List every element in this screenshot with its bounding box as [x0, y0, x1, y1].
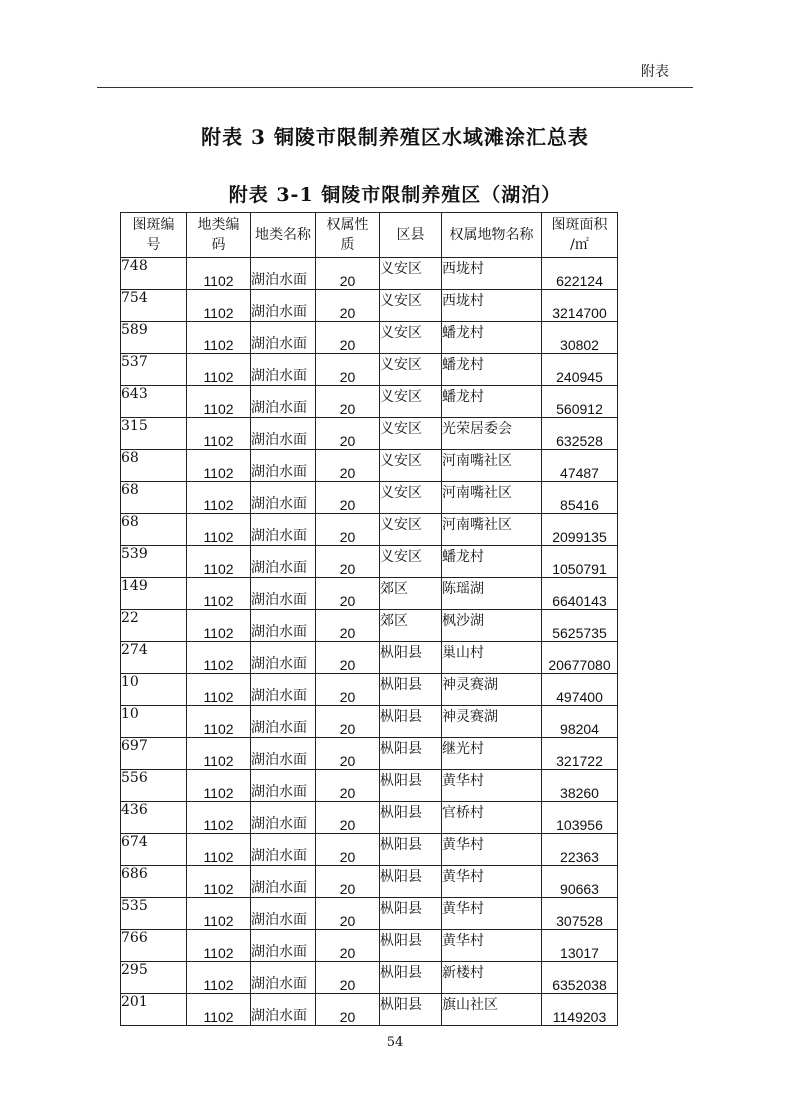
owner-name-cell: 巢山村 — [442, 642, 542, 674]
land-code-cell: 1102 — [187, 546, 251, 578]
patch-id-cell: 10 — [121, 706, 187, 738]
land-type-cell: 湖泊水面 — [251, 610, 316, 642]
land-type-cell: 湖泊水面 — [251, 578, 316, 610]
land-type-cell: 湖泊水面 — [251, 706, 316, 738]
ownership-cell: 20 — [316, 738, 380, 770]
owner-name-cell: 黄华村 — [442, 866, 542, 898]
district-cell: 郊区 — [380, 578, 442, 610]
land-code-cell: 1102 — [187, 738, 251, 770]
land-type-cell: 湖泊水面 — [251, 770, 316, 802]
district-cell: 枞阳县 — [380, 802, 442, 834]
owner-name-cell: 陈瑶湖 — [442, 578, 542, 610]
area-cell: 2099135 — [542, 514, 618, 546]
ownership-cell: 20 — [316, 610, 380, 642]
owner-name-cell: 官桥村 — [442, 802, 542, 834]
ownership-cell: 20 — [316, 802, 380, 834]
table-row — [121, 866, 618, 898]
land-type-cell: 湖泊水面 — [251, 802, 316, 834]
column-header-line1: 图斑面积 — [551, 217, 608, 233]
patch-id-cell: 315 — [121, 418, 187, 450]
ownership-cell: 20 — [316, 834, 380, 866]
owner-name-cell: 黄华村 — [442, 898, 542, 930]
table-row — [121, 354, 618, 386]
area-cell: 6640143 — [542, 578, 618, 610]
table-row — [121, 418, 618, 450]
ownership-cell: 20 — [316, 258, 380, 290]
appendix-label: 附表 — [641, 64, 669, 80]
table-row — [121, 738, 618, 770]
owner-name-cell: 西垅村 — [442, 290, 542, 322]
column-header-line1: 地类编 — [197, 217, 240, 233]
column-header — [380, 213, 442, 258]
owner-name-cell: 蟠龙村 — [442, 386, 542, 418]
land-code-cell: 1102 — [187, 482, 251, 514]
land-type-cell: 湖泊水面 — [251, 898, 316, 930]
land-type-cell: 湖泊水面 — [251, 962, 316, 994]
patch-id-cell: 697 — [121, 738, 187, 770]
ownership-cell: 20 — [316, 642, 380, 674]
land-code-cell: 1102 — [187, 898, 251, 930]
column-header-line2: 码 — [211, 237, 226, 253]
owner-name-cell: 新楼村 — [442, 962, 542, 994]
land-type-cell: 湖泊水面 — [251, 514, 316, 546]
area-cell: 30802 — [542, 322, 618, 354]
district-cell: 枞阳县 — [380, 770, 442, 802]
land-type-cell: 湖泊水面 — [251, 674, 316, 706]
land-code-cell: 1102 — [187, 642, 251, 674]
patch-id-cell: 535 — [121, 898, 187, 930]
land-code-cell: 1102 — [187, 994, 251, 1026]
column-header — [121, 213, 187, 258]
lake-zone-table — [120, 212, 618, 1026]
area-cell: 13017 — [542, 930, 618, 962]
owner-name-cell: 黄华村 — [442, 834, 542, 866]
district-cell: 义安区 — [380, 418, 442, 450]
owner-name-cell: 黄华村 — [442, 930, 542, 962]
owner-name-cell: 旗山社区 — [442, 994, 542, 1026]
owner-name-cell: 神灵赛湖 — [442, 706, 542, 738]
column-header-line1: 权属地物名称 — [449, 227, 534, 243]
land-code-cell: 1102 — [187, 290, 251, 322]
ownership-cell: 20 — [316, 482, 380, 514]
district-cell: 义安区 — [380, 354, 442, 386]
patch-id-cell: 10 — [121, 674, 187, 706]
land-type-cell: 湖泊水面 — [251, 450, 316, 482]
district-cell: 枞阳县 — [380, 962, 442, 994]
district-cell: 枞阳县 — [380, 674, 442, 706]
area-cell: 85416 — [542, 482, 618, 514]
table-row — [121, 386, 618, 418]
district-cell: 义安区 — [380, 514, 442, 546]
owner-name-cell: 继光村 — [442, 738, 542, 770]
patch-id-cell: 274 — [121, 642, 187, 674]
owner-name-cell: 蟠龙村 — [442, 354, 542, 386]
land-code-cell: 1102 — [187, 962, 251, 994]
main-title: 附表 3 铜陵市限制养殖区水域滩涂汇总表 — [201, 125, 589, 149]
area-cell: 6352038 — [542, 962, 618, 994]
area-cell: 90663 — [542, 866, 618, 898]
column-header — [316, 213, 380, 258]
owner-name-cell: 河南嘴社区 — [442, 450, 542, 482]
sub-title: 附表 3-1 铜陵市限制养殖区（湖泊） — [228, 184, 562, 206]
ownership-cell: 20 — [316, 674, 380, 706]
ownership-cell: 20 — [316, 450, 380, 482]
ownership-cell: 20 — [316, 546, 380, 578]
area-cell: 1050791 — [542, 546, 618, 578]
district-cell: 义安区 — [380, 546, 442, 578]
owner-name-cell: 蟠龙村 — [442, 322, 542, 354]
land-type-cell: 湖泊水面 — [251, 322, 316, 354]
column-header — [187, 213, 251, 258]
area-cell: 497400 — [542, 674, 618, 706]
ownership-cell: 20 — [316, 514, 380, 546]
ownership-cell: 20 — [316, 994, 380, 1026]
area-cell: 5625735 — [542, 610, 618, 642]
table-row — [121, 578, 618, 610]
district-cell: 义安区 — [380, 258, 442, 290]
patch-id-cell: 748 — [121, 258, 187, 290]
table-row — [121, 642, 618, 674]
column-header-line2: 号 — [146, 237, 161, 253]
table-row — [121, 450, 618, 482]
land-code-cell: 1102 — [187, 578, 251, 610]
area-cell: 103956 — [542, 802, 618, 834]
land-code-cell: 1102 — [187, 930, 251, 962]
column-header-line2: /㎡ — [570, 237, 589, 253]
table-row — [121, 898, 618, 930]
ownership-cell: 20 — [316, 578, 380, 610]
land-type-cell: 湖泊水面 — [251, 482, 316, 514]
area-cell: 307528 — [542, 898, 618, 930]
table-row — [121, 962, 618, 994]
owner-name-cell: 西垅村 — [442, 258, 542, 290]
area-cell: 240945 — [542, 354, 618, 386]
area-cell: 20677080 — [542, 642, 618, 674]
district-cell: 义安区 — [380, 290, 442, 322]
owner-name-cell: 枫沙湖 — [442, 610, 542, 642]
table-row — [121, 482, 618, 514]
table-row — [121, 994, 618, 1026]
land-code-cell: 1102 — [187, 450, 251, 482]
table-row — [121, 930, 618, 962]
land-code-cell: 1102 — [187, 770, 251, 802]
district-cell: 义安区 — [380, 322, 442, 354]
land-code-cell: 1102 — [187, 802, 251, 834]
land-type-cell: 湖泊水面 — [251, 546, 316, 578]
area-cell: 3214700 — [542, 290, 618, 322]
land-type-cell: 湖泊水面 — [251, 642, 316, 674]
land-code-cell: 1102 — [187, 354, 251, 386]
land-type-cell: 湖泊水面 — [251, 386, 316, 418]
patch-id-cell: 556 — [121, 770, 187, 802]
table-row — [121, 290, 618, 322]
land-code-cell: 1102 — [187, 322, 251, 354]
owner-name-cell: 河南嘴社区 — [442, 482, 542, 514]
table-row — [121, 834, 618, 866]
land-type-cell: 湖泊水面 — [251, 738, 316, 770]
ownership-cell: 20 — [316, 898, 380, 930]
patch-id-cell: 643 — [121, 386, 187, 418]
table-row — [121, 322, 618, 354]
land-code-cell: 1102 — [187, 674, 251, 706]
land-type-cell: 湖泊水面 — [251, 418, 316, 450]
land-type-cell: 湖泊水面 — [251, 834, 316, 866]
district-cell: 义安区 — [380, 482, 442, 514]
land-type-cell: 湖泊水面 — [251, 354, 316, 386]
patch-id-cell: 149 — [121, 578, 187, 610]
patch-id-cell: 754 — [121, 290, 187, 322]
area-cell: 321722 — [542, 738, 618, 770]
patch-id-cell: 436 — [121, 802, 187, 834]
ownership-cell: 20 — [316, 770, 380, 802]
district-cell: 枞阳县 — [380, 898, 442, 930]
column-header — [251, 213, 316, 258]
column-header-line1: 图斑编 — [132, 217, 175, 233]
column-header — [442, 213, 542, 258]
land-type-cell: 湖泊水面 — [251, 290, 316, 322]
patch-id-cell: 686 — [121, 866, 187, 898]
patch-id-cell: 68 — [121, 514, 187, 546]
area-cell: 47487 — [542, 450, 618, 482]
patch-id-cell: 674 — [121, 834, 187, 866]
ownership-cell: 20 — [316, 386, 380, 418]
table-row — [121, 706, 618, 738]
ownership-cell: 20 — [316, 418, 380, 450]
owner-name-cell: 河南嘴社区 — [442, 514, 542, 546]
district-cell: 义安区 — [380, 450, 442, 482]
area-cell: 38260 — [542, 770, 618, 802]
land-type-cell: 湖泊水面 — [251, 994, 316, 1026]
area-cell: 1149203 — [542, 994, 618, 1026]
ownership-cell: 20 — [316, 354, 380, 386]
land-code-cell: 1102 — [187, 866, 251, 898]
land-code-cell: 1102 — [187, 834, 251, 866]
land-code-cell: 1102 — [187, 386, 251, 418]
column-header-line2: 质 — [340, 237, 355, 253]
patch-id-cell: 539 — [121, 546, 187, 578]
patch-id-cell: 68 — [121, 482, 187, 514]
area-cell: 632528 — [542, 418, 618, 450]
ownership-cell: 20 — [316, 290, 380, 322]
area-cell: 622124 — [542, 258, 618, 290]
patch-id-cell: 201 — [121, 994, 187, 1026]
district-cell: 枞阳县 — [380, 738, 442, 770]
ownership-cell: 20 — [316, 962, 380, 994]
table-row — [121, 546, 618, 578]
district-cell: 义安区 — [380, 386, 442, 418]
district-cell: 枞阳县 — [380, 994, 442, 1026]
column-header-line1: 区县 — [396, 227, 425, 243]
district-cell: 枞阳县 — [380, 642, 442, 674]
land-code-cell: 1102 — [187, 610, 251, 642]
district-cell: 枞阳县 — [380, 866, 442, 898]
patch-id-cell: 766 — [121, 930, 187, 962]
ownership-cell: 20 — [316, 866, 380, 898]
column-header-line1: 权属性 — [326, 217, 369, 233]
table-header-row — [121, 213, 618, 258]
table-row — [121, 258, 618, 290]
land-type-cell: 湖泊水面 — [251, 930, 316, 962]
table-row — [121, 514, 618, 546]
owner-name-cell: 光荣居委会 — [442, 418, 542, 450]
ownership-cell: 20 — [316, 322, 380, 354]
column-header — [542, 213, 618, 258]
table-row — [121, 674, 618, 706]
table-body — [121, 258, 618, 1026]
district-cell: 郊区 — [380, 610, 442, 642]
district-cell: 枞阳县 — [380, 834, 442, 866]
table-row — [121, 802, 618, 834]
owner-name-cell: 黄华村 — [442, 770, 542, 802]
area-cell: 98204 — [542, 706, 618, 738]
ownership-cell: 20 — [316, 706, 380, 738]
area-cell: 560912 — [542, 386, 618, 418]
land-code-cell: 1102 — [187, 258, 251, 290]
table-row — [121, 770, 618, 802]
patch-id-cell: 295 — [121, 962, 187, 994]
patch-id-cell: 22 — [121, 610, 187, 642]
owner-name-cell: 神灵赛湖 — [442, 674, 542, 706]
column-header-line1: 地类名称 — [255, 227, 311, 243]
patch-id-cell: 68 — [121, 450, 187, 482]
land-type-cell: 湖泊水面 — [251, 258, 316, 290]
table-row — [121, 610, 618, 642]
patch-id-cell: 537 — [121, 354, 187, 386]
land-type-cell: 湖泊水面 — [251, 866, 316, 898]
patch-id-cell: 589 — [121, 322, 187, 354]
district-cell: 枞阳县 — [380, 706, 442, 738]
land-code-cell: 1102 — [187, 514, 251, 546]
land-code-cell: 1102 — [187, 706, 251, 738]
header-rule — [97, 87, 693, 88]
district-cell: 枞阳县 — [380, 930, 442, 962]
page-number: 54 — [386, 1035, 404, 1050]
ownership-cell: 20 — [316, 930, 380, 962]
land-code-cell: 1102 — [187, 418, 251, 450]
area-cell: 22363 — [542, 834, 618, 866]
owner-name-cell: 蟠龙村 — [442, 546, 542, 578]
